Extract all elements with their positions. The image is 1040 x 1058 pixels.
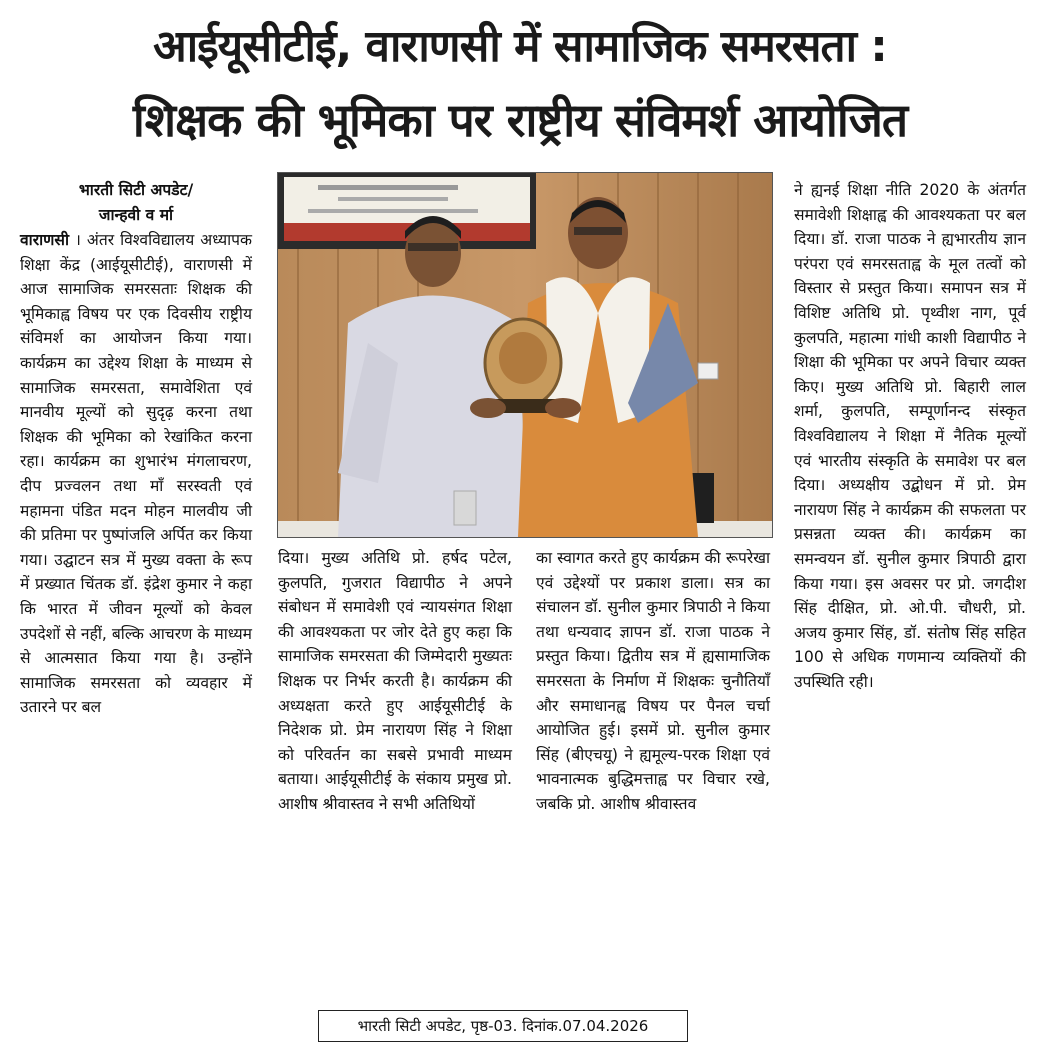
article-column-2 xyxy=(278,546,512,817)
article-text-col3: का स्वागत करते हुए कार्यक्रम की रूपरेखा एवं उद्देश्यों पर प्रकाश डाला। सत्र का संचालन डॉ. सुनील कुमार त्रिपाठी ने किया तथा धन्यवाद ज्ञापन डॉ. राजा पाठक ने प्रस्तुत किया। द्वितीय सत्र में ह्यसामाजिक समरसता के निर्माण में शिक्षकः चुनौतियाँ और समाधानह्व विषय पर पैनल चर्चा आयोजित हुई। इसमें प्रो. सुनील कुमार सिंह (बीएचयू) ने ह्यमूल्य-परक शिक्षा एवं भावनात्मक बुद्धिमत्ताह्व पर विचार रखे, जबकि प्रो. आशीष श्रीवास्तव xyxy=(536,549,770,813)
article-text-col4: ने ह्यनई शिक्षा नीति 2020 के अंतर्गत समावेशी शिक्षाह्व की आवश्यकता पर बल दिया। डॉ. राजा पाठक ने ह्यभारतीय ज्ञान परंपरा एवं समरसताह्व के मूल तत्वों को विस्तार से प्रस्तुत किया। समापन सत्र में विशिष्ट अतिथि प्रो. पृथ्वीश नाग, पूर्व कुलपति, महात्मा गांधी काशी विद्यापीठ ने शिक्षा की भूमिका पर अपने विचार व्यक्त किए। मुख्य अतिथि प्रो. बिहारी लाल शर्मा, कुलपति, सम्पूर्णानन्द संस्कृत विश्वविद्यालय ने शिक्षा में नैतिक मूल्यों एवं भारतीय संस्कृति के समावेश पर बल दिया। अध्यक्षीय उद्बोधन में प्रो. प्रेम नारायण सिंह ने कार्यक्रम की सफलता पर प्रसन्नता व्यक्त की। कार्यक्रम का समन्वयन डॉ. सुनील कुमार त्रिपाठी द्वारा किया गया। इस अवसर पर प्रो. जगदीश सिंह दीक्षित, प्रो. ओ.पी. चौधरी, प्रो. अजय कुमार सिंह, डॉ. संतोष सिंह सहित 100 से अधिक गणमान्य व्यक्तियों की उपस्थिति रही। xyxy=(794,181,1026,691)
article-text-col1: । अंतर विश्वविद्यालय अध्यापक शिक्षा केंद्र (आईयूसीटीई), वाराणसी में आज सामाजिक समरसताः शिक्षक की भूमिकाह्व विषय पर एक दिवसीय राष्ट्रीय संविमर्श का आयोजन किया गया। कार्यक्रम का उद्देश्य शिक्षा के माध्यम से सामाजिक समरसता, समावेशिता एवं मानवीय मूल्यों को सुदृढ़ करना तथा शिक्षक की भूमिका को रेखांकित करना रहा। कार्यक्रम का शुभारंभ मंगलाचरण, दीप प्रज्वलन तथा माँ सरस्वती एवं महामना पंडित मदन मोहन मालवीय जी की प्रतिमा पर पुष्पांजलि अर्पित कर किया गया। उद्घाटन सत्र में मुख्य वक्ता के रूप में प्रख्यात चिंतक डॉ. इंद्रेश कुमार ने कहा कि भारत में जीवन मूल्यों को केवल उपदेशों से नहीं, बल्कि आचरण के माध्यम से आत्मसात किया गया है। उन्होंने सामाजिक समरसता को व्यवहार में उतारने पर बल xyxy=(20,231,252,717)
article-column-3 xyxy=(536,546,770,817)
headline-line-1: आईयूसीटीई, वाराणसी में सामाजिक समरसता : xyxy=(153,21,887,72)
byline xyxy=(20,178,252,228)
event-photo xyxy=(277,172,773,538)
dateline-place: वाराणसी xyxy=(20,231,69,249)
byline-line-2: जान्हवी व र्मा xyxy=(98,206,174,224)
photo-illustration xyxy=(278,173,772,537)
headline-line-2: शिक्षक की भूमिका पर राष्ट्रीय संविमर्श आयोजित xyxy=(132,93,908,147)
article-paragraph xyxy=(20,228,252,720)
byline-line-1: भारती सिटी अपडेट/ xyxy=(78,181,194,199)
article-column-4 xyxy=(794,178,1026,694)
article-text-col2: दिया। मुख्य अतिथि प्रो. हर्षद पटेल, कुलपति, गुजरात विद्यापीठ ने अपने संबोधन में समावेशी एवं न्यायसंगत शिक्षा की आवश्यकता पर जोर देते हुए कहा कि सामाजिक समरसता की जिम्मेदारी मुख्यतः शिक्षक पर निर्भर करती है। कार्यक्रम की अध्यक्षता करते हुए आईयूसीटीई के निदेशक प्रो. प्रेम नारायण सिंह ने शिक्षा को परिवर्तन का सबसे प्रभावी माध्यम बताया। आईयूसीटीई के संकाय प्रमुख प्रो. आशीष श्रीवास्तव ने सभी अतिथियों xyxy=(278,549,512,813)
footer-caption: भारती सिटी अपडेट, पृष्ठ-03. दिनांक.07.04.2026 xyxy=(318,1010,688,1042)
article-column-1 xyxy=(20,178,252,720)
